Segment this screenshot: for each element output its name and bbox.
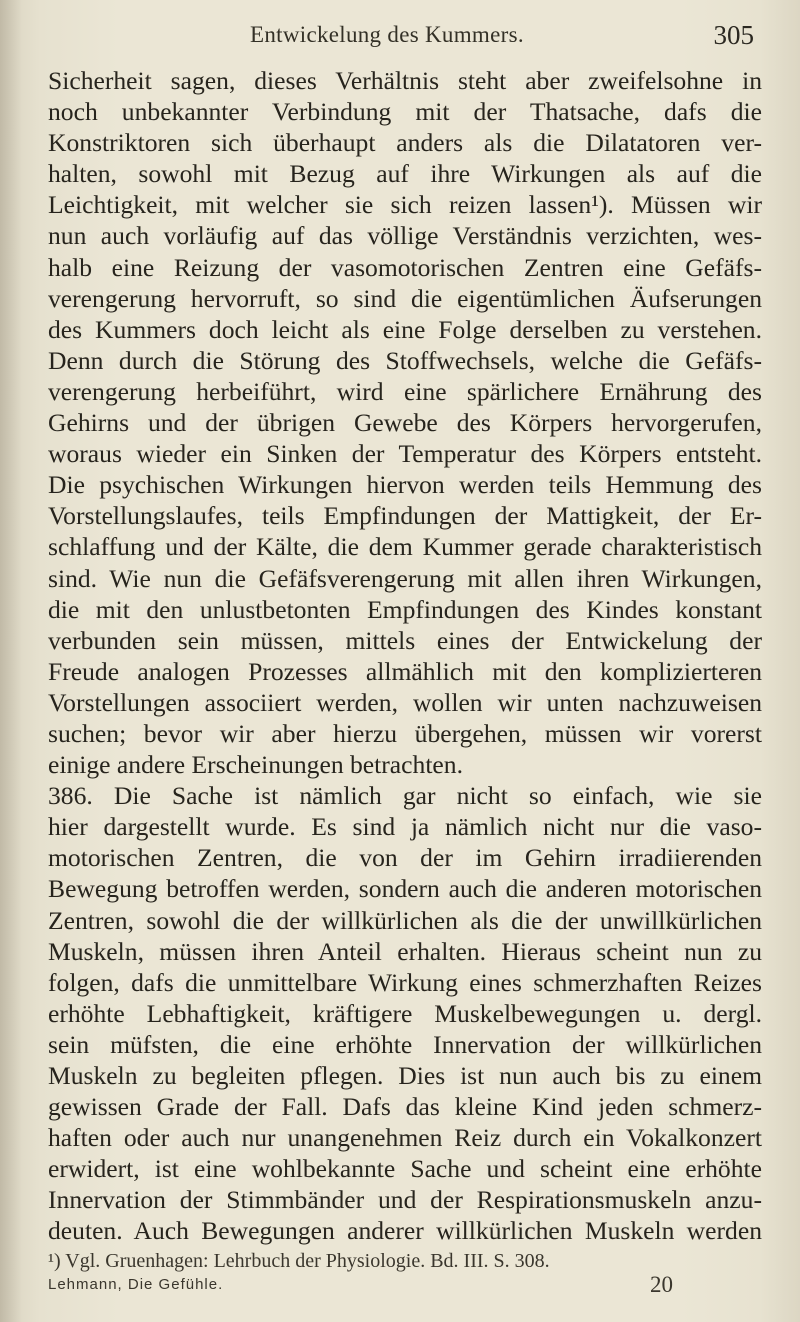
text-line: Die psychischen Wirkungen hiervon werden teils Hemmung des: [48, 470, 762, 500]
text-line: motorischen Zentren, die von der im Gehirn irradiierenden: [48, 843, 762, 873]
text-line: Freude analogen Prozesses allmählich mit den komplizierteren: [48, 656, 762, 686]
paragraph-end-line: einige andere Erscheinungen betrachten.: [48, 750, 463, 780]
text-line: Innervation der Stimmbänder und der Respirationsmuskeln anzu-: [48, 1185, 762, 1215]
text-line: die mit den unlustbetonten Empfindungen des Kindes konstant: [48, 594, 762, 624]
footnote: ¹) Vgl. Gruenhagen: Lehrbuch der Physiologie. Bd. III. S. 308.: [48, 1250, 550, 1272]
text-line: hier dargestellt wurde. Es sind ja nämlich nicht nur die vaso-: [48, 812, 762, 842]
text-line: Gehirns und der übrigen Gewebe des Körpers hervorgerufen,: [48, 408, 762, 438]
text-line: Bewegung betroffen werden, sondern auch die anderen motorischen: [48, 874, 762, 904]
text-line: sind. Wie nun die Gefäfsverengerung mit allen ihren Wirkungen,: [48, 563, 762, 593]
text-line: Muskeln, müssen ihren Anteil erhalten. Hieraus scheint nun zu: [48, 936, 762, 966]
text-line: erwidert, ist eine wohlbekannte Sache und scheint eine erhöhte: [48, 1154, 762, 1184]
section-start-line: 386. Die Sache ist nämlich gar nicht so einfach, wie sie: [48, 781, 762, 811]
text-line: des Kummers doch leicht als eine Folge derselben zu verstehen.: [48, 314, 762, 344]
text-line: sein müfsten, die eine erhöhte Innervation der willkürlichen: [48, 1029, 762, 1059]
text-line: noch unbekannter Verbindung mit der Thatsache, dafs die: [48, 97, 762, 127]
text-line: nun auch vorläufig auf das völlige Verständnis verzichten, wes-: [48, 221, 762, 251]
text-line: Sicherheit sagen, dieses Verhältnis steht aber zweifelsohne in: [48, 66, 762, 95]
text-line: schlaffung und der Kälte, die dem Kummer gerade charakteristisch: [48, 532, 762, 562]
page-number: 305: [713, 20, 754, 50]
text-line: Denn durch die Störung des Stoffwechsels, welche die Gefäfs-: [48, 345, 762, 375]
text-line: gewissen Grade der Fall. Dafs das kleine Kind jeden schmerz-: [48, 1092, 762, 1122]
binding-shadow: [0, 0, 22, 1322]
text-line: verengerung herbeiführt, wird eine spärlichere Ernährung des: [48, 376, 762, 406]
signature-number: 20: [650, 1272, 673, 1297]
text-line: halten, sowohl mit Bezug auf ihre Wirkungen als auf die: [48, 159, 762, 189]
running-head: [0, 20, 800, 54]
text-line: verbunden sein müssen, mittels eines der Entwickelung der: [48, 625, 762, 655]
text-line: woraus wieder ein Sinken der Temperatur des Körpers entsteht.: [48, 439, 762, 469]
text-line: erhöhte Lebhaftigkeit, kräftigere Muskelbewegungen u. dergl.: [48, 998, 762, 1028]
text-line: Vorstellungen associiert werden, wollen wir unten nachzuweisen: [48, 687, 762, 717]
text-line: Zentren, sowohl die der willkürlichen als die der unwillkürlichen: [48, 905, 762, 935]
text-line: Konstriktoren sich überhaupt anders als die Dilatatoren ver-: [48, 128, 762, 158]
text-line: Leichtigkeit, mit welcher sie sich reizen lassen¹). Müssen wir: [48, 190, 762, 220]
printer-signature: [48, 1272, 762, 1302]
text-line: Muskeln zu begleiten pflegen. Dies ist nun auch bis zu einem: [48, 1061, 762, 1090]
text-line: suchen; bevor wir aber hierzu übergehen, müssen wir vorerst: [48, 718, 762, 748]
text-line: verengerung hervorruft, so sind die eigentümlichen Äufserungen: [48, 283, 762, 313]
body-text: [48, 65, 762, 1247]
text-line: folgen, dafs die unmittelbare Wirkung eines schmerzhaften Reizes: [48, 967, 762, 997]
running-title: Entwickelung des Kummers.: [250, 22, 524, 47]
text-line: haften oder auch nur unangenehmen Reiz durch ein Vokalkonzert: [48, 1123, 762, 1153]
signature-text: Lehmann, Die Gefühle.: [48, 1276, 224, 1293]
text-line: deuten. Auch Bewegungen anderer willkürlichen Muskeln werden: [48, 1216, 762, 1246]
text-line: halb eine Reizung der vasomotorischen Zentren eine Gefäfs-: [48, 252, 762, 282]
text-line: Vorstellungslaufes, teils Empfindungen der Mattigkeit, der Er-: [48, 501, 762, 531]
